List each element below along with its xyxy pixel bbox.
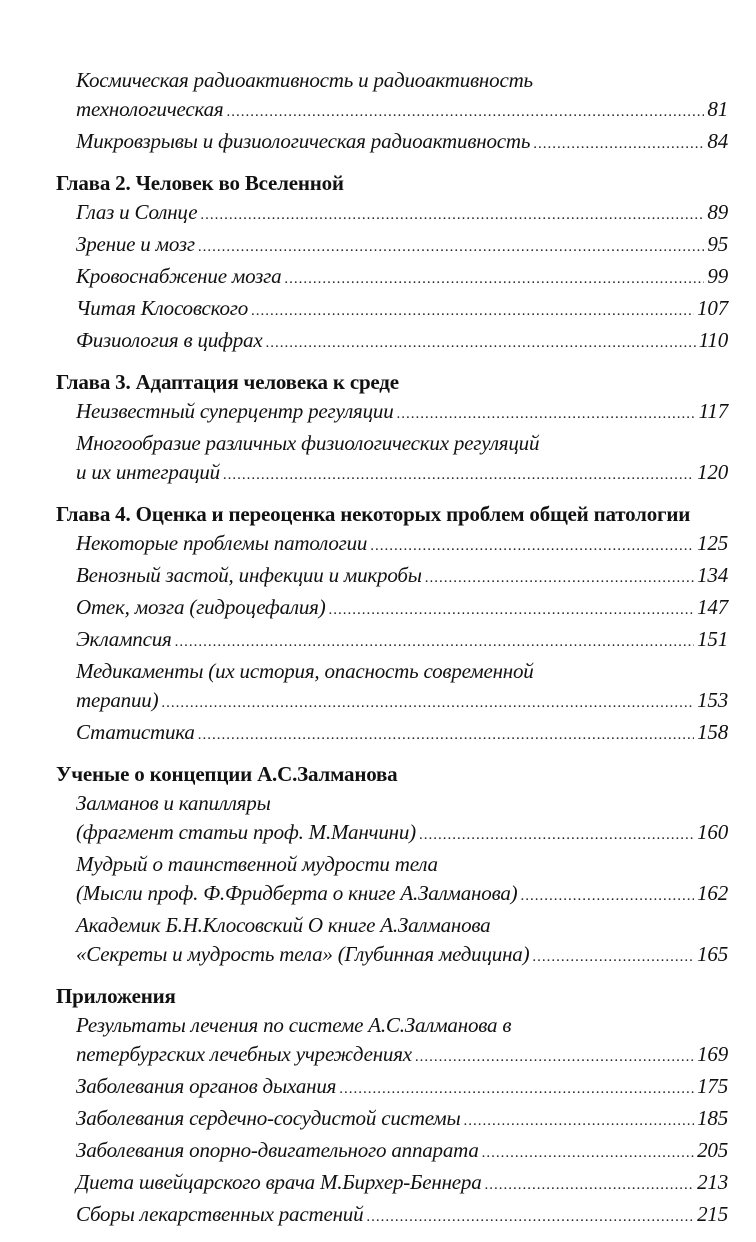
entry-title-line: Мудрый о таинственной мудрости тела	[76, 852, 438, 876]
toc-entry	[56, 789, 728, 850]
entry-last-line	[76, 625, 728, 657]
toc-entry	[56, 66, 728, 127]
toc-entry	[56, 1168, 728, 1200]
page-number: 95	[707, 232, 728, 256]
entry-last-line	[76, 458, 728, 490]
entry-title: Статистика	[76, 720, 195, 744]
chapter-heading: Глава 2. Человек во Вселенной	[56, 171, 344, 195]
entry-last-line	[76, 1104, 728, 1136]
dot-leader	[226, 98, 704, 127]
page-number: 162	[697, 881, 728, 905]
entry-title: «Секреты и мудрость тела» (Глубинная медицина)	[76, 942, 530, 966]
entry-title: Эклампсия	[76, 627, 172, 651]
entry-title: Заболевания сердечно-сосудистой системы	[76, 1106, 461, 1130]
page-number: 169	[697, 1042, 728, 1066]
entry-last-line	[76, 718, 728, 750]
page-number: 160	[697, 820, 728, 844]
entry-last-line	[76, 326, 728, 358]
page-number: 165	[697, 942, 728, 966]
toc-entry	[56, 198, 728, 230]
entry-title: Читая Клосовского	[76, 296, 249, 320]
entry-title: Сборы лекарственных растений	[76, 1202, 364, 1226]
entry-title: терапии)	[76, 688, 159, 712]
entry-last-line	[76, 127, 728, 159]
chapter-heading: Ученые о концепции А.С.Залманова	[56, 762, 398, 786]
page-number: 185	[697, 1106, 728, 1130]
entry-title: Зрение и мозг	[76, 232, 195, 256]
dot-leader	[520, 882, 694, 911]
entry-title: Заболевания опорно-двигательного аппарата	[76, 1138, 479, 1162]
entry-last-line	[76, 1136, 728, 1168]
dot-leader	[265, 329, 695, 358]
dot-leader	[251, 297, 694, 326]
dot-leader	[419, 821, 694, 850]
entry-title: Заболевания органов дыхания	[76, 1074, 337, 1098]
entry-title-line: Результаты лечения по системе А.С.Залманова в	[76, 1013, 512, 1037]
entry-title: Глаз и Солнце	[76, 200, 198, 224]
toc-entry	[56, 294, 728, 326]
entry-title-line: Академик Б.Н.Клосовский О книге А.Залманова	[76, 913, 491, 937]
toc-entry	[56, 397, 728, 429]
entry-title: (фрагмент статьи проф. М.Манчини)	[76, 820, 416, 844]
toc-entry	[56, 326, 728, 358]
page-number: 89	[707, 200, 728, 224]
toc-entry	[56, 262, 728, 294]
chapter-heading: Глава 3. Адаптация человека к среде	[56, 370, 399, 394]
entry-last-line	[76, 262, 728, 294]
page-number: 81	[707, 97, 728, 121]
dot-leader	[464, 1107, 695, 1136]
entry-last-line	[76, 95, 728, 127]
entry-title: (Мысли проф. Ф.Фридберта о книге А.Залманова)	[76, 881, 518, 905]
entry-last-line	[76, 940, 728, 972]
toc-section	[56, 982, 728, 1232]
dot-leader	[482, 1139, 694, 1168]
page-number: 125	[697, 531, 728, 555]
page-number: 175	[697, 1074, 728, 1098]
toc-entry	[56, 625, 728, 657]
entry-title-line: Медикаменты (их история, опасность современной	[76, 659, 534, 683]
toc-entry	[56, 911, 728, 972]
page-number: 99	[707, 264, 728, 288]
toc-entry	[56, 529, 728, 561]
toc-entry	[56, 718, 728, 750]
toc-section	[56, 169, 728, 358]
dot-leader	[485, 1171, 695, 1200]
entry-last-line	[76, 294, 728, 326]
dot-leader	[397, 400, 696, 429]
entry-last-line	[76, 529, 728, 561]
toc-entry	[56, 127, 728, 159]
entry-title: Некоторые проблемы патологии	[76, 531, 368, 555]
entry-title: петербургских лечебных учреждениях	[76, 1042, 412, 1066]
page-number: 153	[697, 688, 728, 712]
entry-last-line	[76, 1072, 728, 1104]
dot-leader	[366, 1203, 694, 1232]
chapter-heading: Приложения	[56, 984, 176, 1008]
toc-entry	[56, 1104, 728, 1136]
toc-entry	[56, 850, 728, 911]
toc-entry	[56, 429, 728, 490]
toc-entry	[56, 657, 728, 718]
entry-title: Неизвестный суперцентр регуляции	[76, 399, 394, 423]
toc-entry	[56, 561, 728, 593]
entry-last-line	[76, 879, 728, 911]
dot-leader	[161, 689, 694, 718]
toc-entry	[56, 1011, 728, 1072]
dot-leader	[339, 1075, 694, 1104]
entry-title: Диета швейцарского врача М.Бирхер-Беннера	[76, 1170, 482, 1194]
page-number: 151	[697, 627, 728, 651]
entry-title: Отек, мозга (гидроцефалия)	[76, 595, 326, 619]
dot-leader	[532, 943, 694, 972]
dot-leader	[533, 130, 704, 159]
toc-entry	[56, 1136, 728, 1168]
entry-last-line	[76, 397, 728, 429]
dot-leader	[329, 596, 695, 625]
toc-entry	[56, 1200, 728, 1232]
toc-entry	[56, 230, 728, 262]
entry-last-line	[76, 1040, 728, 1072]
page-number: 117	[698, 399, 728, 423]
page-number: 215	[697, 1202, 728, 1226]
entry-last-line	[76, 818, 728, 850]
dot-leader	[200, 201, 704, 230]
toc-section	[56, 66, 728, 159]
dot-leader	[415, 1043, 694, 1072]
page-number: 205	[697, 1138, 728, 1162]
entry-last-line	[76, 1200, 728, 1232]
toc-entry	[56, 593, 728, 625]
dot-leader	[425, 564, 694, 593]
page-number: 84	[707, 129, 728, 153]
page-number: 147	[697, 595, 728, 619]
entry-title: Микровзрывы и физиологическая радиоактивность	[76, 129, 531, 153]
entry-last-line	[76, 230, 728, 262]
page-number: 110	[698, 328, 728, 352]
entry-title: Кровоснабжение мозга	[76, 264, 282, 288]
dot-leader	[198, 233, 705, 262]
entry-title-line: Залманов и капилляры	[76, 791, 271, 815]
entry-last-line	[76, 686, 728, 718]
entry-title: технологическая	[76, 97, 224, 121]
entry-title: Венозный застой, инфекции и микробы	[76, 563, 422, 587]
entry-title-line: Космическая радиоактивность и радиоактивность	[76, 68, 533, 92]
entry-last-line	[76, 593, 728, 625]
dot-leader	[175, 628, 695, 657]
dot-leader	[370, 532, 694, 561]
page-number: 134	[697, 563, 728, 587]
page-number: 120	[697, 460, 728, 484]
entry-title: Физиология в цифрах	[76, 328, 263, 352]
entry-last-line	[76, 198, 728, 230]
toc-section	[56, 760, 728, 972]
toc-entry	[56, 1072, 728, 1104]
dot-leader	[198, 721, 694, 750]
entry-title: и их интеграций	[76, 460, 220, 484]
chapter-heading: Глава 4. Оценка и переоценка некоторых проблем общей патологии	[56, 502, 691, 526]
toc-section	[56, 500, 728, 750]
dot-leader	[284, 265, 704, 294]
entry-last-line	[76, 1168, 728, 1200]
entry-title-line: Многообразие различных физиологических регуляций	[76, 431, 540, 455]
dot-leader	[223, 461, 694, 490]
toc-section	[56, 368, 728, 490]
entry-last-line	[76, 561, 728, 593]
page-number: 107	[697, 296, 728, 320]
table-of-contents	[56, 66, 728, 1242]
page-number: 158	[697, 720, 728, 744]
page-number: 213	[697, 1170, 728, 1194]
